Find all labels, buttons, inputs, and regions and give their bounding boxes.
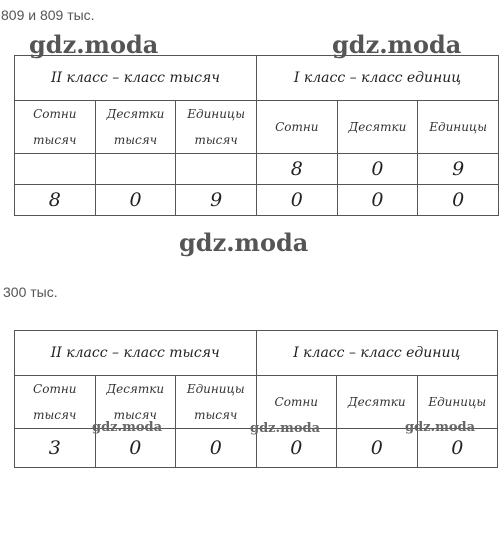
class-table-300 xyxy=(14,330,498,468)
col-units: Единицы xyxy=(418,101,499,154)
header-units-class: I класс – класс единиц xyxy=(256,56,498,101)
table-cell: 0 xyxy=(337,154,418,185)
table-row xyxy=(15,185,499,216)
col-units-thousands: Единицы тысяч xyxy=(176,101,257,154)
table-cell: 0 xyxy=(337,429,418,468)
table-cell xyxy=(176,154,257,185)
table-cell: 0 xyxy=(337,185,418,216)
col-tens-thousands: Десятки тысяч xyxy=(95,101,176,154)
table-cell: 9 xyxy=(176,185,257,216)
col-units-thousands: Единицы тысяч xyxy=(176,376,257,429)
watermark: gdz.moda xyxy=(179,228,309,257)
col-hundreds-thousands: Сотни тысяч xyxy=(15,101,96,154)
table-cell xyxy=(15,154,96,185)
col-hundreds: Сотни xyxy=(256,101,337,154)
table-cell xyxy=(95,154,176,185)
table-cell: 8 xyxy=(15,185,96,216)
table-cell: 0 xyxy=(176,429,257,468)
col-tens: Десятки xyxy=(337,101,418,154)
col-hundreds-thousands: Сотни тысяч xyxy=(15,376,96,429)
table-row xyxy=(15,154,499,185)
table-cell: 0 xyxy=(417,429,498,468)
col-hundreds: Сотни xyxy=(256,376,337,429)
col-tens: Десятки xyxy=(337,376,418,429)
table-cell: 0 xyxy=(256,429,337,468)
header-thousands-class: II класс – класс тысяч xyxy=(15,56,257,101)
header-thousands-class: II класс – класс тысяч xyxy=(15,331,257,376)
caption-300: 300 тыс. xyxy=(3,284,58,300)
watermark: gdz.moda xyxy=(92,420,163,435)
watermark: gdz.moda xyxy=(250,421,321,436)
col-tens-thousands: Десятки тысяч xyxy=(95,376,176,429)
table-cell: 3 xyxy=(15,429,96,468)
table-cell: 0 xyxy=(95,185,176,216)
table-cell: 0 xyxy=(256,185,337,216)
header-units-class: I класс – класс единиц xyxy=(256,331,498,376)
table-cell: 0 xyxy=(95,429,176,468)
table-cell: 8 xyxy=(256,154,337,185)
class-table-809 xyxy=(14,55,499,216)
table-cell: 9 xyxy=(418,154,499,185)
table-cell: 0 xyxy=(418,185,499,216)
watermark: gdz.moda xyxy=(332,30,462,59)
watermark: gdz.moda xyxy=(405,420,476,435)
watermark: gdz.moda xyxy=(29,30,159,59)
caption-809: 809 и 809 тыс. xyxy=(1,7,95,23)
col-units: Единицы xyxy=(417,376,498,429)
